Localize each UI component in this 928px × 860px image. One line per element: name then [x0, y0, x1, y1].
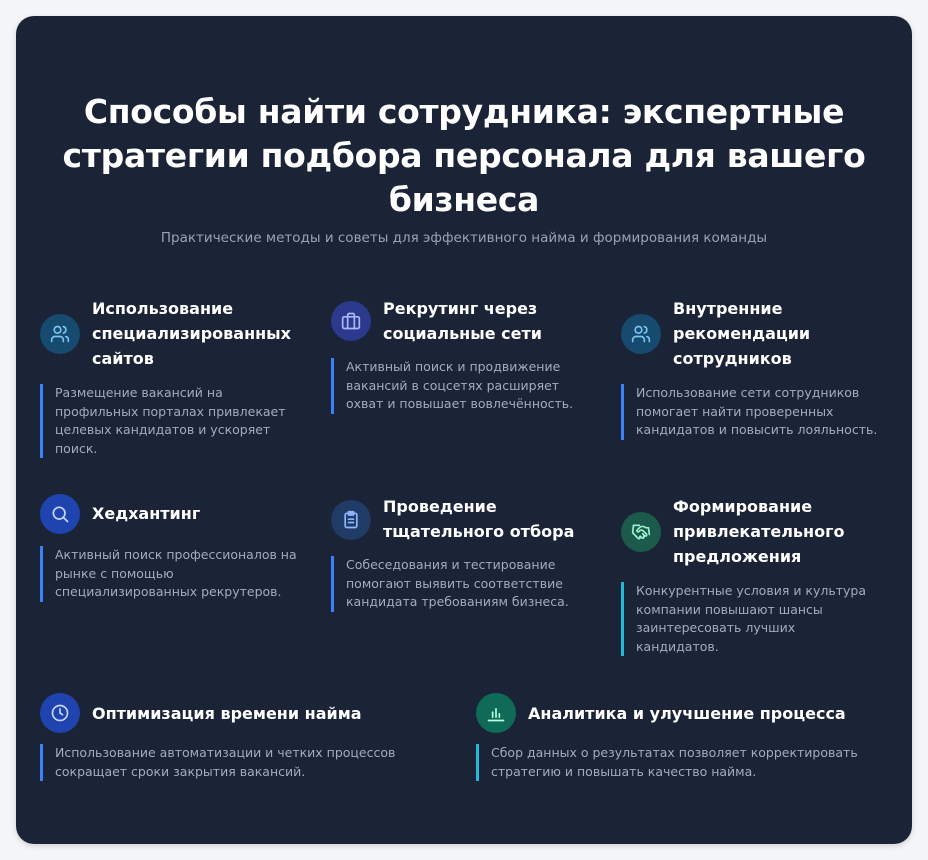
strategy-description: Собеседования и тестирование помогают выявить соответствие кандидата требованиям бизнеса.: [331, 556, 591, 612]
strategy-title: Аналитика и улучшение процесса: [528, 704, 846, 723]
strategy-title: Рекрутинг через социальные сети: [383, 299, 542, 343]
strategy-description: Активный поиск профессионалов на рынке с помощью специализированных рекрутеров.: [40, 546, 300, 602]
handshake-icon: [621, 512, 661, 552]
strategy-title: Внутренние рекомендации сотрудников: [673, 299, 811, 368]
clipboard-icon: [331, 500, 371, 540]
page-title: Способы найти сотрудника: экспертные стратегии подбора персонала для вашего бизнеса: [62, 92, 866, 219]
strategy-description: Активный поиск и продвижение вакансий в соцсетях расширяет охват и повышает вовлечённость.: [331, 358, 591, 414]
briefcase-icon: [331, 301, 371, 341]
clock-icon: [40, 693, 80, 733]
bar-chart-icon: [476, 693, 516, 733]
strategy-title: Хедхантинг: [92, 504, 201, 523]
strategy-title: Оптимизация времени найма: [92, 704, 362, 723]
users-icon: [40, 314, 80, 354]
strategy-title: Использование специализированных сайтов: [92, 299, 291, 368]
strategy-description: Использование сети сотрудников помогает найти проверенных кандидатов и повысить лояльность.: [621, 384, 881, 440]
strategy-description: Сбор данных о результатах позволяет корректировать стратегию и повышать качество найма.: [476, 744, 891, 781]
strategy-title: Формирование привлекательного предложения: [673, 497, 845, 566]
page-subtitle: Практические методы и советы для эффективного найма и формирования команды: [160, 230, 768, 246]
users-icon: [621, 314, 661, 354]
infographic-card: [16, 16, 912, 844]
strategy-description: Размещение вакансий на профильных порталах привлекает целевых кандидатов и ускоряет поиск.: [40, 384, 300, 458]
strategy-description: Конкурентные условия и культура компании повышают шансы заинтересовать лучших кандидатов.: [621, 582, 881, 656]
strategy-title: Проведение тщательного отбора: [383, 497, 575, 541]
search-icon: [40, 494, 80, 534]
strategy-description: Использование автоматизации и четких процессов сокращает сроки закрытия вакансий.: [40, 744, 450, 781]
